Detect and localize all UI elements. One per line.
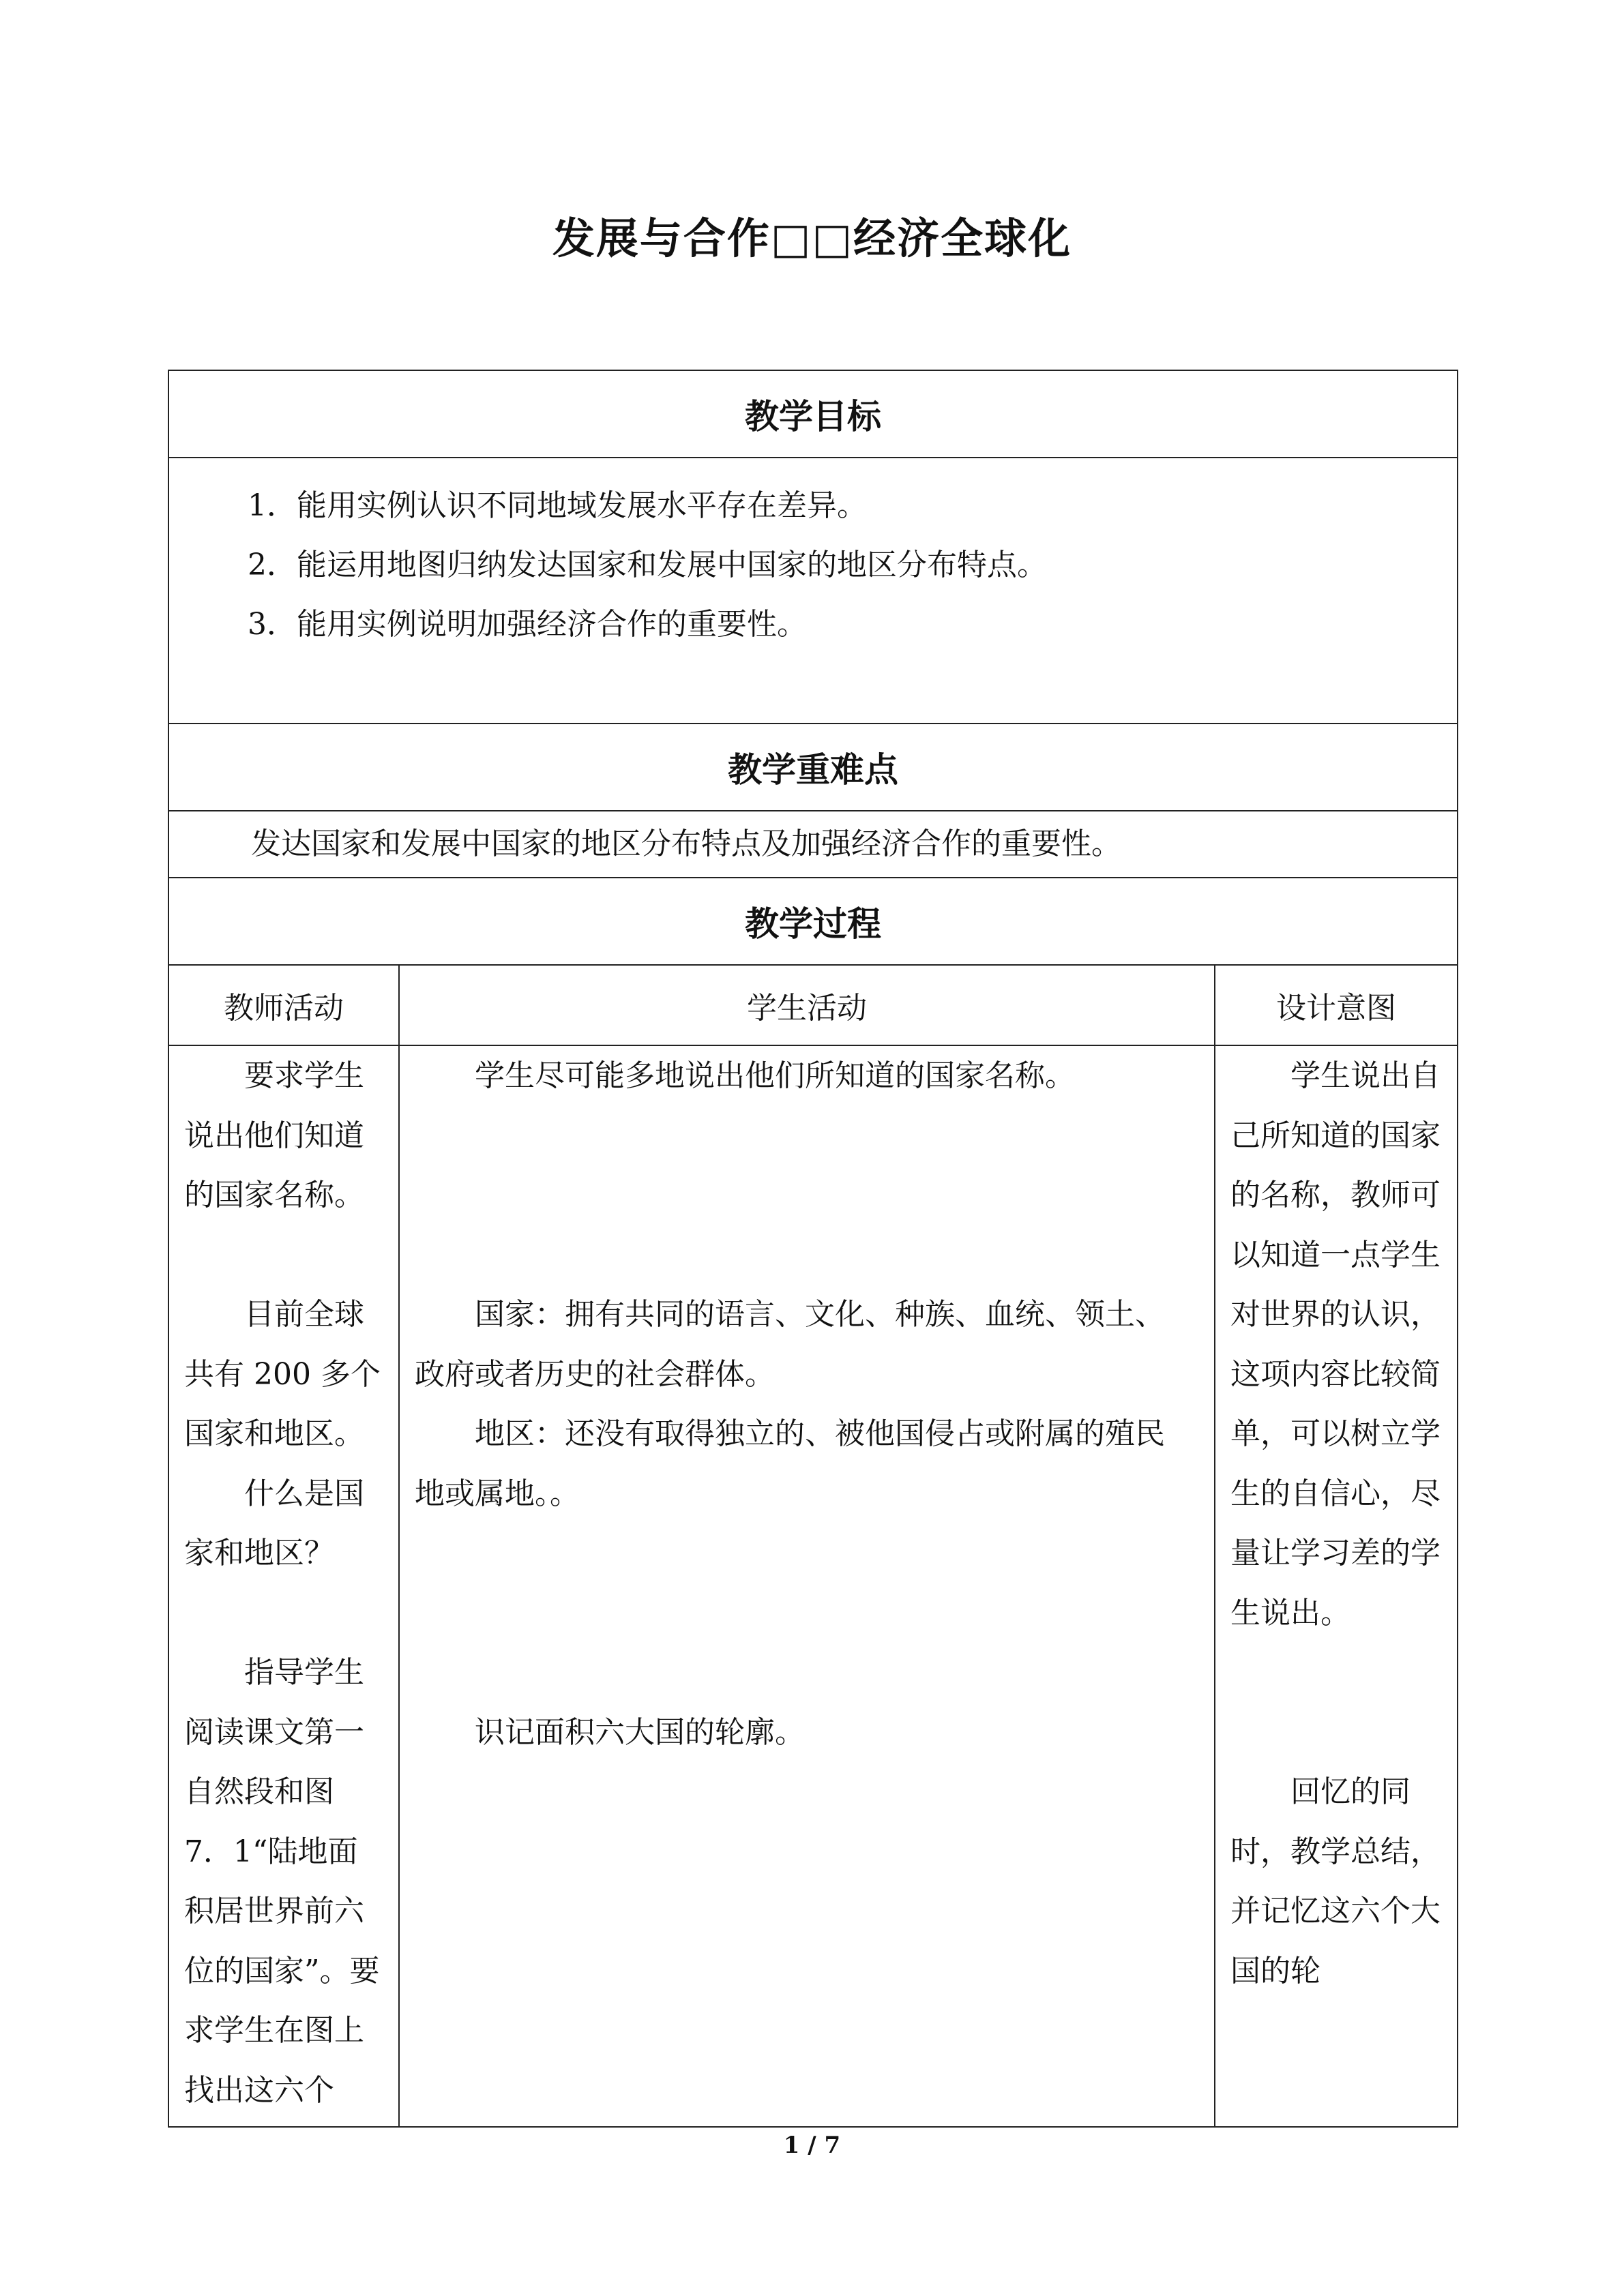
column-header-student: 学生活动 <box>399 965 1215 1045</box>
student-paragraph: 国家：拥有共同的语言、文化、种族、血统、领土、政府或者历史的社会群体。 <box>415 1297 1165 1392</box>
design-paragraph: 回忆的同时，教学总结，并记忆这六个大国的轮 <box>1230 1774 1441 1988</box>
student-paragraph: 识记面积六大国的轮廓。 <box>475 1714 805 1750</box>
design-intent-cell <box>1215 1045 1458 2127</box>
teacher-activity-cell <box>168 1045 399 2127</box>
column-header-design: 设计意图 <box>1215 965 1458 1045</box>
lesson-plan-table <box>168 370 1458 2128</box>
key-points-heading: 教学重难点 <box>168 724 1458 811</box>
objectives-list <box>168 458 1458 724</box>
design-paragraph: 学生说出自己所知道的国家的名称，教师可以知道一点学生对世界的认识，这项内容比较简单，可以树立学生的自信心，尽量让学习差的学生说出。 <box>1230 1058 1441 1630</box>
column-header-teacher: 教师活动 <box>168 965 399 1045</box>
page-indicator: 1 / 7 <box>783 2132 841 2159</box>
objective-item: 1．能用实例认识不同地域发展水平存在差异。 <box>248 488 867 523</box>
teacher-paragraph: 指导学生阅读课文第一自然段和图 7．1“陆地面积居世界前六位的国家”。要求学生在图上找出这六个 <box>184 1655 380 2108</box>
teacher-paragraph: 什么是国家和地区？ <box>184 1476 364 1570</box>
student-activity-cell <box>399 1045 1215 2127</box>
key-points-text: 发达国家和发展中国家的地区分布特点及加强经济合作的重要性。 <box>168 811 1458 878</box>
teacher-paragraph: 要求学生说出他们知道的国家名称。 <box>184 1058 364 1212</box>
process-heading: 教学过程 <box>168 878 1458 965</box>
objective-item: 3．能用实例说明加强经济合作的重要性。 <box>248 607 807 642</box>
teacher-paragraph: 目前全球共有 200 多个国家和地区。 <box>184 1297 381 1451</box>
student-paragraph: 学生尽可能多地说出他们所知道的国家名称。 <box>475 1058 1075 1093</box>
document-title: 发展与合作□□经济全球化 <box>552 213 1072 263</box>
objective-item: 2．能运用地图归纳发达国家和发展中国家的地区分布特点。 <box>248 548 1047 582</box>
student-paragraph: 地区：还没有取得独立的、被他国侵占或附属的殖民地或属地。。 <box>415 1416 1165 1511</box>
objectives-heading: 教学目标 <box>168 370 1458 458</box>
